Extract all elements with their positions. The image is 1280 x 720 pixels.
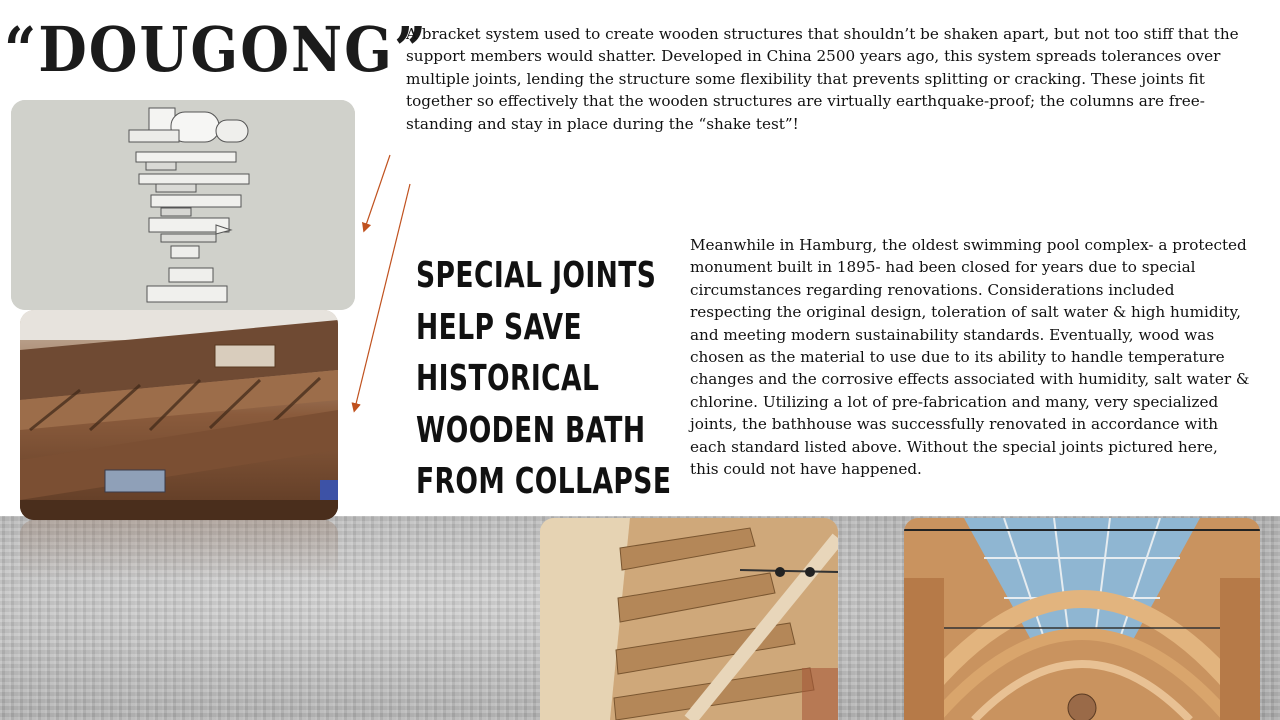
arched-roof-image bbox=[904, 518, 1260, 720]
timber-beams-image bbox=[540, 518, 838, 720]
headline-line-3: HISTORICAL bbox=[416, 358, 600, 399]
temple-image-reflection bbox=[20, 520, 338, 580]
hamburg-description: Meanwhile in Hamburg, the oldest swimming pool complex- a protected monument built in 1895- had been closed for years due to special circumstances regarding renovations. Considerations included respecting the original design, toleration of salt water & high humidity, and meeting modern sustainability standards. Eventually, wood was chosen as the material to use due to its ability to handle temperature changes and the corrosive effects associated with humidity, salt water & chlorine. Utilizing a lot of pre-fabrication and many, very specialized joints, the bathhouse was successfully renovated in accordance with each standard listed above. Without the special joints pictured here, this could not have happened. bbox=[690, 236, 1250, 479]
headline bbox=[416, 250, 672, 508]
headline-line-4: WOODEN BATH bbox=[416, 409, 646, 451]
dougong-model-image bbox=[11, 100, 355, 310]
headline-line-5: FROM COLLAPSE bbox=[416, 461, 672, 502]
temple-eaves-image bbox=[20, 310, 338, 520]
dougong-description: A bracket system used to create wooden structures that shouldn’t be shaken apart, but not too stiff that the support members would shatter. Developed in China 2500 years ago, this system spreads tolerances over multiple joints, lending the structure some flexibility that prevents splitting or cracking. These joints fit together so effectively that the wooden structures are virtually earthquake-proof; the columns are free-standing and stay in place during the “shake test”! bbox=[406, 25, 1239, 133]
headline-line-1: SPECIAL JOINTS bbox=[416, 255, 657, 296]
headline-line-2: HELP SAVE bbox=[416, 306, 583, 348]
arrow-to-model bbox=[365, 155, 390, 228]
slide-title: “DOUGONG” bbox=[4, 13, 429, 87]
connector-arrows bbox=[340, 150, 420, 420]
arrow-to-temple bbox=[355, 184, 410, 408]
